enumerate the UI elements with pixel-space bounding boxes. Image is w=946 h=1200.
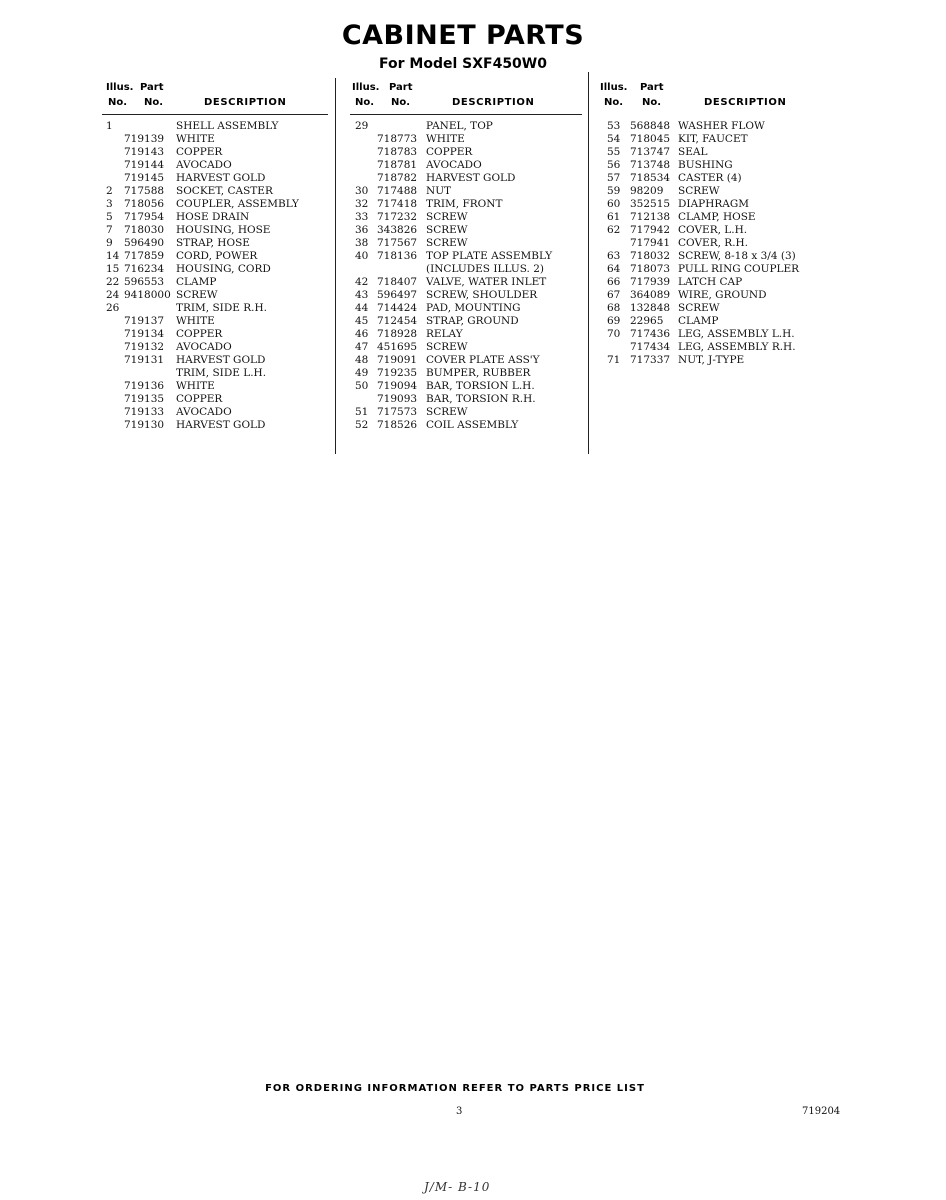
part-number: 712138 [630,211,671,223]
illus-number: 53 [607,120,621,132]
illus-number: 69 [607,315,621,327]
part-description: BUMPER, RUBBER [426,367,531,379]
part-description: LEG, ASSEMBLY R.H. [678,341,796,353]
illus-number: 29 [355,120,369,132]
part-number: 719143 [124,146,165,158]
illus-number: 38 [355,237,369,249]
part-number: 596497 [377,289,418,301]
part-description: WIRE, GROUND [678,289,767,301]
part-number: 717337 [630,354,671,366]
header-no: No. [108,97,128,108]
illus-number: 57 [607,172,621,184]
part-description: STRAP, GROUND [426,315,519,327]
part-number: 717859 [124,250,165,262]
part-number: 719094 [377,380,418,392]
header-illus: Illus. [352,82,380,93]
model-subtitle: For Model SXF450W0 [379,56,547,72]
part-number: 596490 [124,237,165,249]
illus-number: 5 [106,211,113,223]
part-number: 717941 [630,237,671,249]
illus-number: 42 [355,276,369,288]
part-number: 717954 [124,211,165,223]
part-description: HARVEST GOLD [176,172,266,184]
illus-number: 43 [355,289,369,301]
part-number: 98209 [630,185,664,197]
part-number: 717418 [377,198,418,210]
part-description: COIL ASSEMBLY [426,419,519,431]
part-number: 22965 [630,315,664,327]
part-number: 343826 [377,224,418,236]
part-description: PAD, MOUNTING [426,302,521,314]
part-description: WHITE [176,133,215,145]
illus-number: 47 [355,341,369,353]
part-number: 713747 [630,146,671,158]
part-description: COPPER [176,328,223,340]
part-description: NUT, J-TYPE [678,354,745,366]
part-number: 717488 [377,185,418,197]
part-description: TRIM, SIDE L.H. [176,367,267,379]
part-description: CLAMP [176,276,217,288]
header-rule [350,114,582,115]
part-description: COPPER [426,146,473,158]
part-description: TRIM, SIDE R.H. [176,302,267,314]
illus-number: 51 [355,406,369,418]
part-number: 719137 [124,315,165,327]
part-number: 719130 [124,419,165,431]
illus-number: 1 [106,120,113,132]
illus-number: 50 [355,380,369,392]
part-description: SCREW, 8-18 x 3/4 (3) [678,250,796,262]
illus-number: 30 [355,185,369,197]
part-description: CLAMP [678,315,719,327]
part-description: COVER, L.H. [678,224,748,236]
part-number: 717232 [377,211,418,223]
part-description: WASHER FLOW [678,120,765,132]
part-number: 719135 [124,393,165,405]
part-number: 719091 [377,354,418,366]
part-number: 364089 [630,289,671,301]
column-divider [588,72,589,454]
illus-number: 22 [106,276,120,288]
part-description: CASTER (4) [678,172,742,184]
part-description: SCREW [426,211,468,223]
part-description: SCREW [678,185,720,197]
part-number: 719139 [124,133,165,145]
illus-number: 54 [607,133,621,145]
illus-number: 44 [355,302,369,314]
part-number: 718773 [377,133,418,145]
part-number: 719235 [377,367,418,379]
part-number: 451695 [377,341,418,353]
illus-number: 48 [355,354,369,366]
illus-number: 60 [607,198,621,210]
part-number: 718136 [377,250,418,262]
part-description: BUSHING [678,159,733,171]
part-description: SCREW, SHOULDER [426,289,538,301]
part-number: 717939 [630,276,671,288]
part-number: 352515 [630,198,671,210]
part-number: 717436 [630,328,671,340]
part-description: WHITE [176,315,215,327]
part-number: 718056 [124,198,165,210]
illus-number: 63 [607,250,621,262]
header-no: No. [144,97,164,108]
part-description: PULL RING COUPLER [678,263,800,275]
part-number: 717942 [630,224,671,236]
header-no: No. [355,97,375,108]
part-description: TOP PLATE ASSEMBLY [426,250,553,262]
illus-number: 32 [355,198,369,210]
part-number: 719093 [377,393,418,405]
part-number: 719133 [124,406,165,418]
part-description: WHITE [426,133,465,145]
part-number: 596553 [124,276,165,288]
illus-number: 67 [607,289,621,301]
document-number: 719204 [802,1106,841,1117]
illus-number: 70 [607,328,621,340]
part-description: SCREW [426,406,468,418]
part-description: HARVEST GOLD [426,172,516,184]
part-number: 718030 [124,224,165,236]
part-number: 718783 [377,146,418,158]
part-description: AVOCADO [176,406,232,418]
part-number: 9418000 [124,289,171,301]
header-description: DESCRIPTION [204,97,287,108]
part-description: PANEL, TOP [426,120,493,132]
part-description: COPPER [176,146,223,158]
part-description: AVOCADO [176,341,232,353]
part-number: 716234 [124,263,165,275]
header-rule [102,114,328,115]
illus-number: 61 [607,211,621,223]
header-part: Part [640,82,664,93]
part-number: 719144 [124,159,165,171]
part-number: 132848 [630,302,671,314]
illus-number: 62 [607,224,621,236]
part-number: 718781 [377,159,418,171]
illus-number: 3 [106,198,113,210]
illus-number: 2 [106,185,113,197]
part-description: COVER PLATE ASS'Y [426,354,540,366]
page-number: 3 [456,1106,463,1117]
part-number: 717434 [630,341,671,353]
part-description: KIT, FAUCET [678,133,748,145]
part-description: STRAP, HOSE [176,237,250,249]
illus-number: 71 [607,354,621,366]
illus-number: 7 [106,224,113,236]
header-part: Part [140,82,164,93]
header-part: Part [389,82,413,93]
part-description: HOSE DRAIN [176,211,250,223]
part-number: 718407 [377,276,418,288]
page-title: CABINET PARTS [341,20,585,51]
illus-number: 40 [355,250,369,262]
part-number: 714424 [377,302,418,314]
part-number: 719134 [124,328,165,340]
part-description: LATCH CAP [678,276,743,288]
part-description: (INCLUDES ILLUS. 2) [426,263,544,275]
part-description: HARVEST GOLD [176,419,266,431]
part-description: BAR, TORSION R.H. [426,393,536,405]
part-number: 719145 [124,172,165,184]
header-no: No. [391,97,411,108]
part-number: 719131 [124,354,165,366]
part-description: SHELL ASSEMBLY [176,120,279,132]
part-description: SCREW [678,302,720,314]
part-description: AVOCADO [426,159,482,171]
header-no: No. [604,97,624,108]
illus-number: 59 [607,185,621,197]
part-number: 718073 [630,263,671,275]
illus-number: 9 [106,237,113,249]
part-description: SOCKET, CASTER [176,185,273,197]
part-number: 718526 [377,419,418,431]
illus-number: 15 [106,263,120,275]
header-no: No. [642,97,662,108]
illus-number: 64 [607,263,621,275]
part-description: SCREW [176,289,218,301]
part-description: LEG, ASSEMBLY L.H. [678,328,795,340]
handwritten-mark: J/M- B-10 [424,1180,491,1194]
part-description: TRIM, FRONT [426,198,503,210]
part-description: CLAMP, HOSE [678,211,756,223]
part-number: 568848 [630,120,671,132]
column-divider [335,78,336,454]
part-number: 718045 [630,133,671,145]
part-number: 717567 [377,237,418,249]
part-description: BAR, TORSION L.H. [426,380,535,392]
part-description: CORD, POWER [176,250,258,262]
illus-number: 55 [607,146,621,158]
illus-number: 52 [355,419,369,431]
part-number: 718928 [377,328,418,340]
part-description: SCREW [426,341,468,353]
part-number: 713748 [630,159,671,171]
header-description: DESCRIPTION [452,97,535,108]
part-number: 717588 [124,185,165,197]
part-description: COVER, R.H. [678,237,749,249]
illus-number: 14 [106,250,120,262]
illus-number: 46 [355,328,369,340]
part-description: HARVEST GOLD [176,354,266,366]
illus-number: 56 [607,159,621,171]
part-number: 719132 [124,341,165,353]
part-number: 717573 [377,406,418,418]
part-number: 719136 [124,380,165,392]
part-number: 718534 [630,172,671,184]
header-illus: Illus. [106,82,134,93]
part-description: VALVE, WATER INLET [426,276,547,288]
illus-number: 36 [355,224,369,236]
illus-number: 68 [607,302,621,314]
part-number: 712454 [377,315,418,327]
illus-number: 66 [607,276,621,288]
part-description: SCREW [426,224,468,236]
part-description: RELAY [426,328,463,340]
part-description: COUPLER, ASSEMBLY [176,198,299,210]
part-description: AVOCADO [176,159,232,171]
part-description: DIAPHRAGM [678,198,749,210]
header-description: DESCRIPTION [704,97,787,108]
part-number: 718032 [630,250,671,262]
illus-number: 26 [106,302,120,314]
illus-number: 45 [355,315,369,327]
ordering-info-footer: FOR ORDERING INFORMATION REFER TO PARTS PRICE LIST [265,1083,645,1094]
part-description: SEAL [678,146,708,158]
illus-number: 24 [106,289,120,301]
illus-number: 33 [355,211,369,223]
part-number: 718782 [377,172,418,184]
part-description: NUT [426,185,452,197]
part-description: COPPER [176,393,223,405]
part-description: WHITE [176,380,215,392]
part-description: HOUSING, CORD [176,263,271,275]
header-illus: Illus. [600,82,628,93]
part-description: HOUSING, HOSE [176,224,271,236]
illus-number: 49 [355,367,369,379]
part-description: SCREW [426,237,468,249]
